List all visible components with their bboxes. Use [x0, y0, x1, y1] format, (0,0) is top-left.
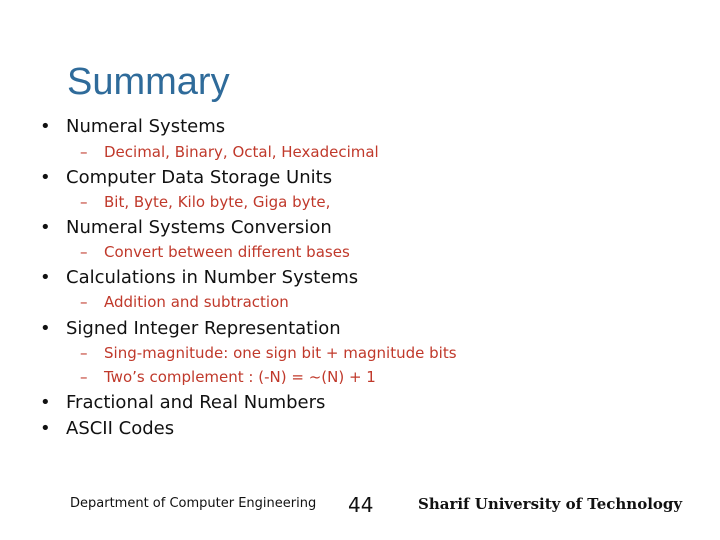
bullet-text: Signed Integer Representation	[66, 318, 341, 339]
dash-icon: –	[80, 368, 88, 386]
bullet-item	[40, 116, 225, 137]
bullet-item	[40, 392, 325, 413]
slide-title: Summary	[67, 61, 230, 103]
bullet-item	[40, 167, 332, 188]
sub-bullet-item	[80, 193, 331, 211]
bullet-icon: •	[40, 167, 51, 188]
dash-icon: –	[80, 243, 88, 261]
bullet-icon: •	[40, 267, 51, 288]
bullet-icon: •	[40, 418, 51, 439]
bullet-text: Numeral Systems Conversion	[66, 217, 332, 238]
bullet-text: Fractional and Real Numbers	[66, 392, 326, 413]
sub-bullet-item	[80, 143, 379, 161]
bullet-icon: •	[40, 392, 51, 413]
dash-icon: –	[80, 193, 88, 211]
bullet-icon: •	[40, 217, 51, 238]
sub-bullet-item	[80, 368, 376, 386]
bullet-item	[40, 418, 174, 439]
bullet-item	[40, 318, 341, 339]
page-number: 44	[348, 493, 374, 517]
bullet-text: ASCII Codes	[66, 418, 175, 439]
bullet-item	[40, 217, 332, 238]
sub-bullet-text: Decimal, Binary, Octal, Hexadecimal	[104, 143, 379, 161]
sub-bullet-item	[80, 344, 457, 362]
dash-icon: –	[80, 143, 88, 161]
bullet-text: Numeral Systems	[66, 116, 226, 137]
footer-university: Sharif University of Technology	[418, 495, 683, 513]
sub-bullet-item	[80, 243, 350, 261]
sub-bullet-text: Bit, Byte, Kilo byte, Giga byte,	[104, 193, 331, 211]
dash-icon: –	[80, 344, 88, 362]
bullet-icon: •	[40, 116, 51, 137]
bullet-icon: •	[40, 318, 51, 339]
sub-bullet-text: Convert between different bases	[104, 243, 350, 261]
bullet-text: Calculations in Number Systems	[66, 267, 359, 288]
sub-bullet-text: Sing-magnitude: one sign bit + magnitude bits	[104, 344, 457, 362]
footer-department: Department of Computer Engineering	[70, 496, 317, 511]
sub-bullet-text: Addition and subtraction	[104, 293, 289, 311]
bullet-item	[40, 267, 358, 288]
dash-icon: –	[80, 293, 88, 311]
bullet-text: Computer Data Storage Units	[66, 167, 333, 188]
sub-bullet-text: Two’s complement : (-N) = ~(N) + 1	[104, 368, 376, 386]
sub-bullet-item	[80, 293, 289, 311]
